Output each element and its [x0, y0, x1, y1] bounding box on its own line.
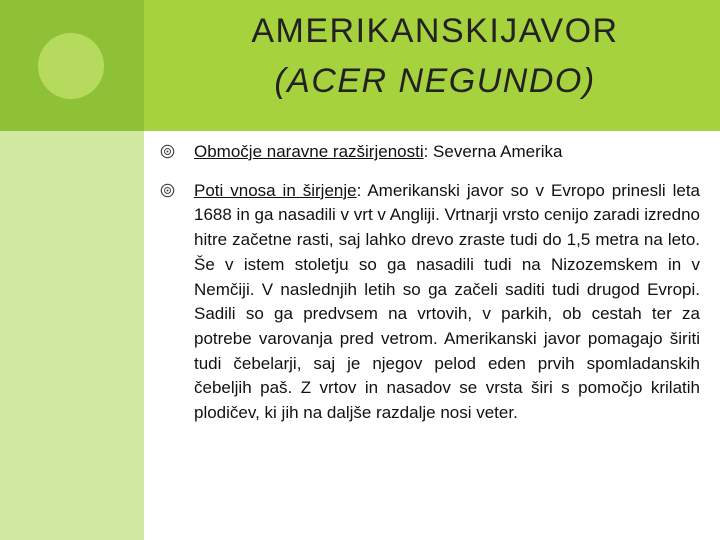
decorative-circle	[38, 33, 104, 99]
bullet-text: : Amerikanski javor so v Evropo prinesli leta 1688 in ga nasadili v vrt v Angliji. Vrtnarji vrsto cenijo zaradi izredno hitre začetne rasti, saj lahko drevo zraste tudi do 1,5 metra na leto. Še v istem stoletju so ga nasadili tudi na Nizozemskem in v Nemčiji. V naslednjih letih so ga začeli saditi tudi drugod Evropi. Sadili so ga predvsem na vrtovih, v parkih, ob cestah ter za potrebe varovanja pred vetrom. Amerikanski javor pomagajo širiti tudi čebelarji, saj je njegov pelod eden prvih spomladanskih čebeljih paš. Z vrtov in nasadov se vrsta širi s pomočjo krilatih plodičev, ki jih na daljše razdalje nosi veter.	[194, 180, 701, 423]
bullet-label: Poti vnosa in širjenje	[194, 180, 357, 200]
title-line-1: AMERIKANSKIJAVOR	[251, 12, 619, 50]
slide-title	[170, 6, 700, 106]
title-bar	[0, 0, 720, 131]
bullet-text: : Severna Amerika	[423, 142, 563, 161]
left-side-strip	[0, 131, 144, 540]
title-line-2: (ACER NEGUNDO)	[274, 62, 596, 100]
bullet-label: Območje naravne razširjenosti	[194, 142, 424, 161]
slide-content	[160, 140, 700, 440]
bullet-marker-icon	[160, 183, 175, 198]
header-accent-block	[0, 0, 144, 131]
bullet-item-introduction	[160, 179, 700, 426]
header-divider	[144, 131, 720, 134]
bullet-marker-icon	[160, 144, 175, 159]
bullet-item-range	[160, 140, 700, 165]
